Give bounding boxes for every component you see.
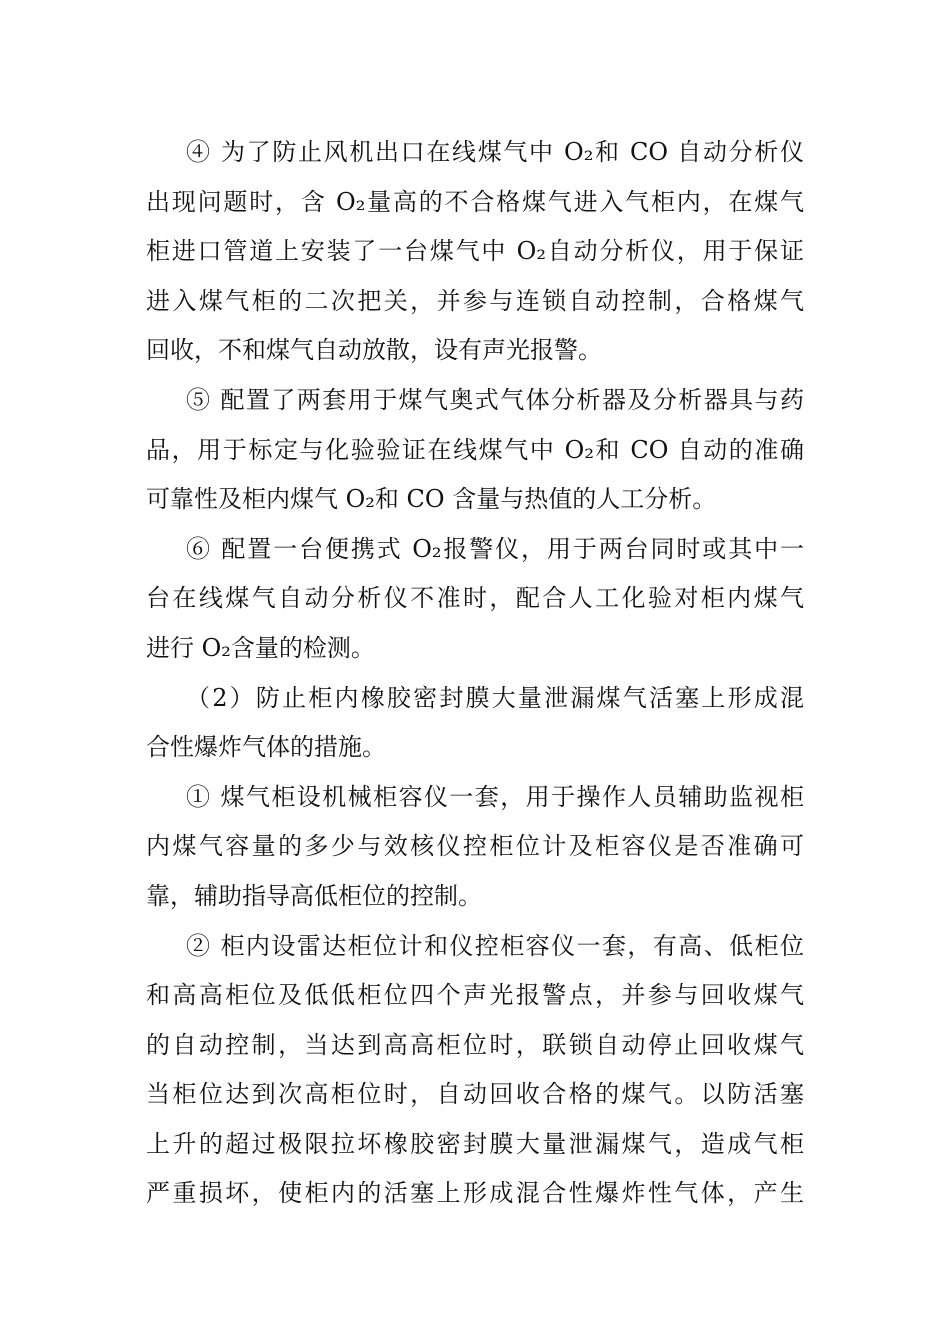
text-line: 出现问题时，含 O₂量高的不合格煤气进入气柜内，在煤气	[146, 187, 804, 216]
text-line: 当柜位达到次高柜位时，自动回收合格的煤气。以防活塞	[146, 1080, 804, 1109]
text-line: ⑥ 配置一台便携式 O₂报警仪，用于两台同时或其中一	[186, 534, 804, 563]
text-line: 柜进口管道上安装了一台煤气中 O₂自动分析仪，用于保证	[146, 237, 804, 266]
text-line: ① 煤气柜设机械柜容仪一套，用于操作人员辅助监视柜	[186, 782, 804, 811]
text-line: 进入煤气柜的二次把关，并参与连锁自动控制，合格煤气	[146, 286, 804, 315]
text-line: 上升的超过极限拉坏橡胶密封膜大量泄漏煤气，造成气柜	[146, 1129, 804, 1158]
document-body	[146, 128, 804, 1219]
text-line: ② 柜内设雷达柜位计和仪控柜容仪一套，有高、低柜位	[186, 931, 804, 960]
text-line: 严重损坏，使柜内的活塞上形成混合性爆炸性气体，产生	[146, 1179, 804, 1208]
text-line: 回收，不和煤气自动放散，设有声光报警。	[146, 336, 602, 365]
text-line: 和高高柜位及低低柜位四个声光报警点，并参与回收煤气	[146, 981, 804, 1010]
text-line: 靠，辅助指导高低柜位的控制。	[146, 881, 482, 910]
text-line: 台在线煤气自动分析仪不准时，配合人工化验对柜内煤气	[146, 584, 804, 613]
text-line: 内煤气容量的多少与效核仪控柜位计及柜容仪是否准确可	[146, 832, 804, 861]
text-line: 进行 O₂含量的检测。	[146, 633, 375, 662]
text-line: 的自动控制，当达到高高柜位时，联锁自动停止回收煤气	[146, 1030, 804, 1059]
text-line: 品，用于标定与化验验证在线煤气中 O₂和 CO 自动的准确	[146, 435, 804, 464]
text-line: （2）防止柜内橡胶密封膜大量泄漏煤气活塞上形成混	[186, 683, 804, 712]
text-line: 合性爆炸气体的措施。	[146, 733, 386, 762]
text-line: ⑤ 配置了两套用于煤气奥式气体分析器及分析器具与药	[186, 385, 804, 414]
text-line: ④ 为了防止风机出口在线煤气中 O₂和 CO 自动分析仪	[186, 138, 804, 166]
text-line: 可靠性及柜内煤气 O₂和 CO 含量与热值的人工分析。	[146, 485, 717, 514]
